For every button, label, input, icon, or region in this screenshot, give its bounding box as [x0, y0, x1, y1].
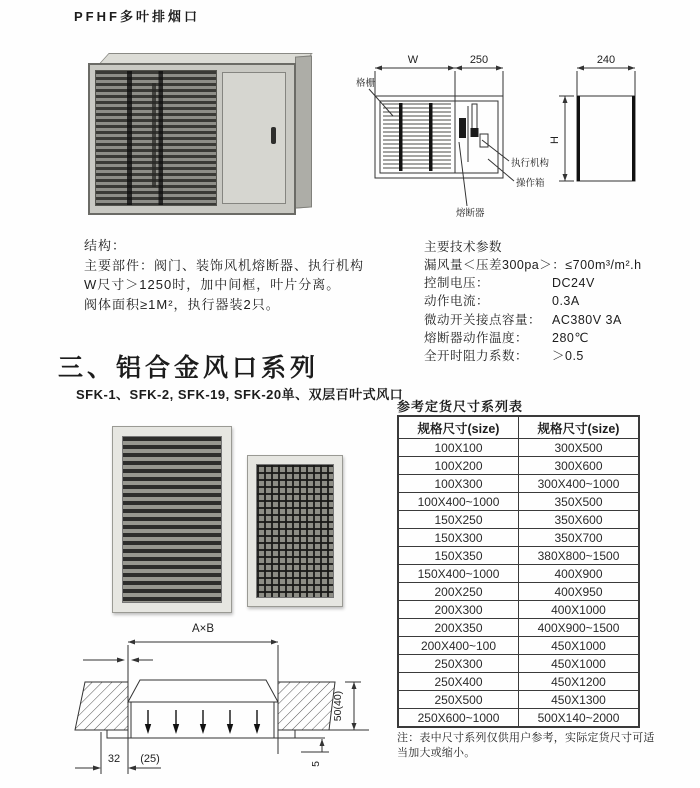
tech-param-label: 微动开关接点容量： — [424, 312, 542, 327]
dim-50-40-label: 50(40) — [332, 690, 344, 722]
tech-params-heading: 主要技术参数 — [424, 240, 503, 254]
dim-25-label: (25) — [140, 753, 160, 765]
size-table-note: 注：表中尺寸系列仅供用户参考，实际定货尺寸可适当加大或缩小。 — [397, 732, 655, 759]
tech-params-block — [424, 238, 642, 365]
size-cell: 400X1000 — [519, 601, 640, 619]
tech-param-row — [424, 256, 642, 274]
size-cell: 350X600 — [519, 511, 640, 529]
table-row — [398, 529, 639, 547]
tech-param-row — [424, 329, 642, 347]
tech-param-row — [424, 274, 642, 292]
size-cell: 150X400~1000 — [398, 565, 519, 583]
tech-param-label: 熔断器动作温度： — [424, 330, 529, 345]
section-subtitle: SFK-1、SFK-2, SFK-19, SFK-20单、双层百叶式风口 — [76, 387, 404, 402]
table-row — [398, 709, 639, 728]
table-row — [398, 511, 639, 529]
size-cell: 300X500 — [519, 439, 640, 457]
size-cell: 450X1300 — [519, 691, 640, 709]
table-row — [398, 637, 639, 655]
table-row — [398, 673, 639, 691]
structure-line: W尺寸＞1250时，加中间框，叶片分离。 — [84, 277, 341, 292]
page-title: PFHF多叶排烟口 — [74, 9, 200, 24]
size-cell: 450X1200 — [519, 673, 640, 691]
size-cell: 400X900 — [519, 565, 640, 583]
table-row — [398, 691, 639, 709]
size-cell: 150X350 — [398, 547, 519, 565]
tech-param-label: 全开时阻力系数： — [424, 348, 529, 363]
tech-params-rows — [424, 256, 642, 365]
size-cell: 100X100 — [398, 439, 519, 457]
table-row — [398, 475, 639, 493]
size-cell: 350X700 — [519, 529, 640, 547]
tech-param-row — [424, 347, 642, 365]
table-header-row — [398, 416, 639, 439]
size-cell: 350X500 — [519, 493, 640, 511]
size-cell: 400X950 — [519, 583, 640, 601]
unit-access-door — [222, 72, 286, 204]
unit-louver-area — [95, 70, 217, 206]
size-cell: 300X400~1000 — [519, 475, 640, 493]
double-louver-grille-photo — [247, 455, 343, 607]
tech-param-value: ≤700m³/m².h — [565, 258, 642, 273]
installation-section-drawing — [73, 612, 388, 784]
tech-param-value: DC24V — [552, 276, 595, 291]
tech-param-value: ＞0.5 — [552, 348, 584, 363]
tech-param-row — [424, 311, 642, 329]
size-cell: 400X900~1500 — [519, 619, 640, 637]
dim-250-label: 250 — [469, 54, 489, 66]
size-cell: 450X1000 — [519, 655, 640, 673]
size-cell: 300X600 — [519, 457, 640, 475]
table-row — [398, 583, 639, 601]
structure-line: 阀体面积≥1M²，执行器装2只。 — [84, 296, 280, 312]
dim-32-label: 32 — [107, 753, 121, 765]
structure-block — [84, 236, 364, 314]
table-row — [398, 457, 639, 475]
size-cell: 250X600~1000 — [398, 709, 519, 728]
size-cell: 250X300 — [398, 655, 519, 673]
single-louver-grille-photo — [112, 426, 232, 613]
tech-param-value: 0.3A — [552, 294, 580, 309]
tech-param-label: 动作电流： — [424, 294, 490, 309]
table-row — [398, 439, 639, 457]
eggcrate-mesh — [256, 464, 334, 598]
airflow-arrows — [148, 710, 257, 726]
tech-param-value: AC380V 3A — [552, 312, 622, 327]
size-cell: 150X250 — [398, 511, 519, 529]
unit-door-handle — [271, 127, 276, 144]
structure-heading: 结构： — [84, 238, 127, 253]
size-cell: 450X1000 — [519, 637, 640, 655]
dim-axb-label: A×B — [191, 623, 215, 635]
size-cell: 200X350 — [398, 619, 519, 637]
table-row — [398, 655, 639, 673]
size-table — [397, 415, 640, 728]
size-cell: 250X500 — [398, 691, 519, 709]
table-row — [398, 493, 639, 511]
table-row — [398, 619, 639, 637]
dim-w-label: W — [407, 54, 419, 66]
tech-param-label: 控制电压： — [424, 276, 490, 291]
size-cell: 100X300 — [398, 475, 519, 493]
control-box-callout: 操作箱 — [516, 178, 545, 189]
tech-param-label: 漏风量＜压差300pa＞： — [424, 258, 566, 273]
size-cell: 100X400~1000 — [398, 493, 519, 511]
grille-callout: 格栅 — [356, 78, 376, 89]
size-cell: 100X200 — [398, 457, 519, 475]
size-column-header: 规格尺寸(size) — [519, 416, 640, 439]
size-cell: 500X140~2000 — [519, 709, 640, 728]
size-column-header: 规格尺寸(size) — [398, 416, 519, 439]
tech-param-row — [424, 292, 642, 310]
size-cell: 380X800~1500 — [519, 547, 640, 565]
unit-side-face — [295, 55, 312, 208]
pfhf-product-photo — [88, 53, 312, 213]
size-table-title: 参考定货尺寸系列表 — [397, 399, 524, 414]
tech-param-value: 280℃ — [552, 330, 589, 345]
size-cell: 200X250 — [398, 583, 519, 601]
size-cell: 250X400 — [398, 673, 519, 691]
size-table-body — [398, 439, 639, 728]
fuse-callout: 熔断器 — [456, 208, 485, 219]
dim-240-label: 240 — [596, 54, 616, 66]
actuator-callout: 执行机构 — [511, 158, 550, 169]
table-row — [398, 547, 639, 565]
dim-h-label: H — [549, 136, 561, 144]
table-row — [398, 565, 639, 583]
section-heading: 三、铝合金风口系列 — [58, 354, 320, 382]
dim-5-label: 5 — [310, 761, 322, 767]
unit-front-face — [88, 63, 296, 215]
table-row — [398, 601, 639, 619]
unit-actuator-rod — [152, 83, 156, 187]
size-cell: 200X400~100 — [398, 637, 519, 655]
louver-fins — [122, 436, 222, 603]
size-cell: 200X300 — [398, 601, 519, 619]
size-cell: 150X300 — [398, 529, 519, 547]
pfhf-technical-drawing — [355, 44, 695, 236]
structure-line: 主要部件：阀门、装饰风机熔断器、执行机构 — [84, 257, 365, 273]
